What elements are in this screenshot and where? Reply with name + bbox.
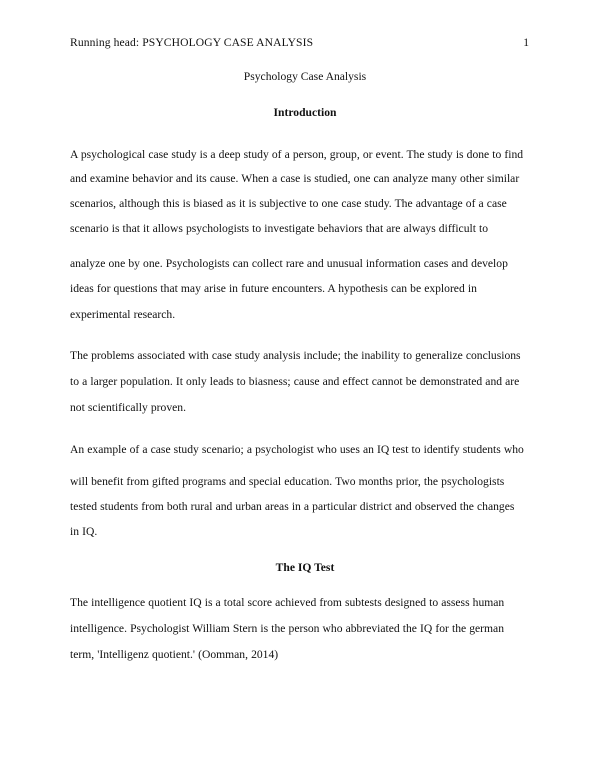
page-number: 1 [523, 36, 529, 49]
paragraph-line: ideas for questions that may arise in future encounters. A hypothesis can be explored in [70, 282, 477, 295]
paragraph-line: The problems associated with case study analysis include; the inability to generalize conclusions [70, 349, 521, 362]
paragraph-line: and examine behavior and its cause. When a case is studied, one can analyze many other similar [70, 172, 520, 185]
document-title: Psychology Case Analysis [243, 70, 367, 83]
paragraph-line: scenarios, although this is biased as it is subjective to one case study. The advantage of a case [70, 197, 507, 210]
paragraph-line: intelligence. Psychologist William Stern is the person who abbreviated the IQ for the german [70, 622, 505, 635]
paragraph-line: The intelligence quotient IQ is a total score achieved from subtests designed to assess human [70, 596, 505, 609]
paragraph-line: will benefit from gifted programs and special education. Two months prior, the psychologists [70, 475, 505, 488]
paragraph-line: experimental research. [70, 308, 176, 321]
paragraph-line: An example of a case study scenario; a psychologist who uses an IQ test to identify students who [70, 443, 524, 456]
paragraph-line: analyze one by one. Psychologists can collect rare and unusual information cases and develop [70, 257, 508, 270]
paragraph-line: tested students from both rural and urban areas in a particular district and observed the changes [70, 500, 515, 513]
iq-test-heading: The IQ Test [275, 561, 335, 574]
paragraph-line: scenario is that it allows psychologists to investigate behaviors that are always difficult to [70, 222, 489, 235]
paragraph-line: to a larger population. It only leads to biasness; cause and effect cannot be demonstrated and are [70, 375, 520, 388]
introduction-heading: Introduction [273, 106, 337, 119]
paragraph-line: A psychological case study is a deep study of a person, group, or event. The study is done to find [70, 148, 524, 161]
paragraph-line: term, 'Intelligenz quotient.' (Oomman, 2014) [70, 648, 279, 661]
paragraph-line: not scientifically proven. [70, 401, 186, 414]
running-head: Running head: PSYCHOLOGY CASE ANALYSIS [70, 36, 314, 49]
paragraph-line: in IQ. [70, 525, 98, 538]
